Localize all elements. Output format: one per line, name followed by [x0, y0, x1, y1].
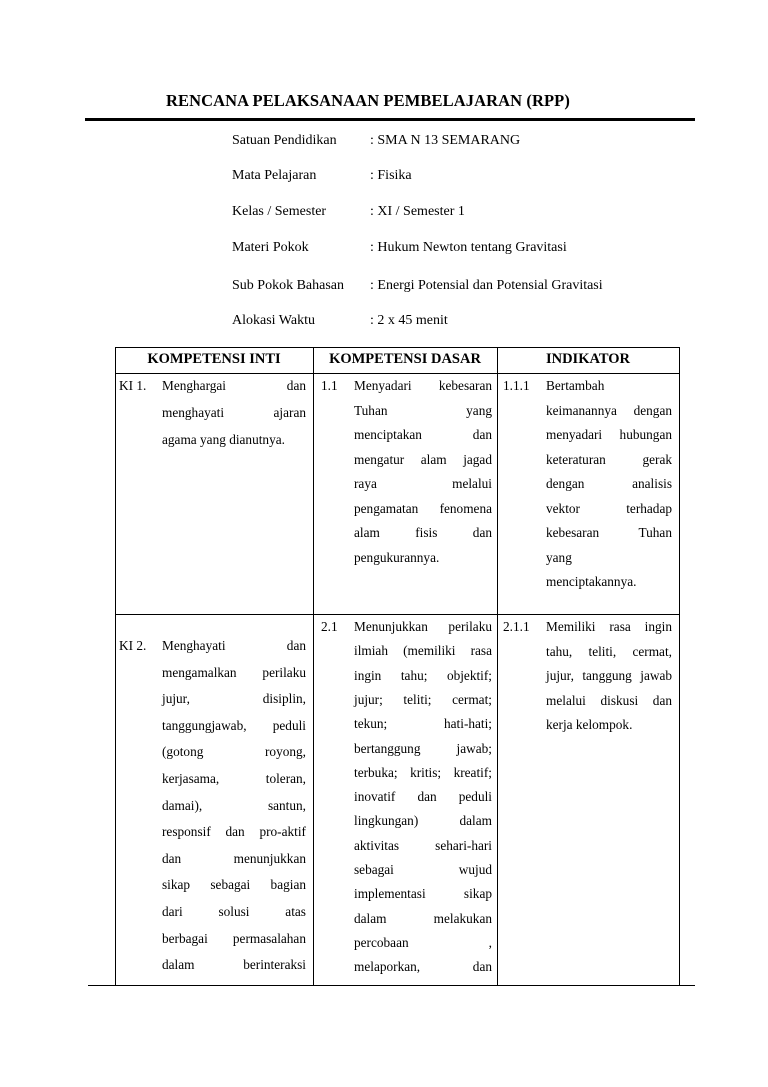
kd-line: Tuhan yang: [354, 402, 492, 418]
kd-line: ilmiah (memiliki rasa: [354, 643, 492, 659]
document-title: RENCANA PELAKSANAAN PEMBELAJARAN (RPP): [166, 91, 570, 110]
meta-label: Sub Pokok Bahasan: [232, 278, 344, 293]
table-right-border: [679, 347, 680, 985]
table-header-bottom-border: [115, 373, 680, 374]
table-col-divider-2: [497, 347, 498, 985]
header-kompetensi-dasar: KOMPETENSI DASAR: [329, 351, 481, 367]
table-left-border: [115, 347, 116, 985]
kd-line: dalam melakukan: [354, 910, 492, 926]
indikator-line: kerja kelompok.: [546, 717, 633, 732]
kd-line: menciptakan dan: [354, 427, 492, 442]
meta-value: : Energi Potensial dan Potensial Gravitasi: [370, 278, 603, 293]
kd-line: Menunjukkan perilaku: [354, 619, 492, 634]
ki-line: dari solusi atas: [162, 904, 306, 919]
ki-line: berbagai permasalahan: [162, 930, 306, 946]
table-bottom-rule: [88, 985, 695, 986]
indikator-line: kebesaran Tuhan: [546, 525, 672, 540]
ki-line: menghayati ajaran: [162, 405, 306, 420]
kd-line: terbuka; kritis; kreatif;: [354, 764, 492, 780]
ki-line: responsif dan pro-aktif: [162, 824, 306, 840]
meta-label: Mata Pelajaran: [232, 168, 317, 183]
ki-number: KI 2.: [119, 638, 147, 653]
kd-line: ingin tahu; objektif;: [354, 667, 492, 683]
table-col-divider-1: [313, 347, 314, 985]
meta-value: : 2 x 45 menit: [370, 313, 448, 328]
kd-line: pengukurannya.: [354, 549, 440, 565]
ki-line: sikap sebagai bagian: [162, 877, 306, 893]
header-kompetensi-inti: KOMPETENSI INTI: [147, 351, 281, 367]
kd-line: lingkungan) dalam: [354, 813, 492, 829]
table-top-border: [115, 347, 680, 348]
kd-line: raya melalui: [354, 476, 492, 491]
kd-line: jujur; teliti; cermat;: [354, 691, 492, 707]
kd-line: inovatif dan peduli: [354, 789, 492, 805]
meta-label: Satuan Pendidikan: [232, 133, 337, 148]
ki-line: (gotong royong,: [162, 744, 306, 760]
ki-line: jujur, disiplin,: [162, 691, 306, 707]
indikator-line: Memiliki rasa ingin: [546, 619, 672, 634]
indikator-line: yang: [546, 549, 572, 565]
kd-line: tekun; hati-hati;: [354, 716, 492, 732]
kd-line: percobaan ,: [354, 934, 492, 950]
kd-line: bertanggung jawab;: [354, 740, 492, 756]
table-row-divider: [115, 614, 680, 615]
indikator-number: 1.1.1: [503, 378, 530, 393]
kd-number: 1.1: [321, 378, 338, 393]
ki-line: dan menunjukkan: [162, 850, 306, 866]
meta-label: Kelas / Semester: [232, 204, 327, 219]
meta-value: : XI / Semester 1: [370, 204, 465, 219]
ki-number: KI 1.: [119, 378, 147, 393]
title-rule: [85, 118, 695, 121]
kd-line: mengatur alam jagad: [354, 451, 492, 467]
meta-label: Materi Pokok: [232, 240, 309, 255]
ki-line: Menghargai dan: [162, 378, 306, 393]
kd-line: melaporkan, dan: [354, 959, 492, 975]
kd-line: Menyadari kebesaran: [354, 378, 492, 393]
kd-line: aktivitas sehari-hari: [354, 837, 492, 853]
kd-line: pengamatan fenomena: [354, 500, 492, 516]
ki-line: mengamalkan perilaku: [162, 664, 306, 680]
header-indikator: INDIKATOR: [545, 351, 631, 367]
indikator-line: keteraturan gerak: [546, 451, 672, 467]
ki-line: Menghayati dan: [162, 638, 306, 653]
meta-value: : SMA N 13 SEMARANG: [370, 133, 521, 148]
indikator-line: jujur, tanggung jawab: [546, 668, 672, 683]
indikator-line: melalui diskusi dan: [546, 692, 672, 708]
ki-line: dalam berinteraksi: [162, 957, 306, 973]
indikator-line: tahu, teliti, cermat,: [546, 643, 672, 659]
meta-value: : Hukum Newton tentang Gravitasi: [370, 240, 567, 255]
ki-line: tanggungjawab, peduli: [162, 717, 306, 733]
meta-label: Alokasi Waktu: [232, 313, 315, 328]
ki-line: damai), santun,: [162, 797, 306, 813]
indikator-line: menyadari hubungan: [546, 427, 672, 442]
indikator-line: vektor terhadap: [546, 500, 672, 516]
kd-line: alam fisis dan: [354, 525, 492, 540]
meta-value: : Fisika: [370, 168, 412, 183]
kd-line: implementasi sikap: [354, 886, 492, 902]
ki-line: agama yang dianutnya.: [162, 432, 285, 447]
kd-line: sebagai wujud: [354, 862, 492, 877]
ki-line: kerjasama, toleran,: [162, 771, 306, 786]
indikator-line: keimanannya dengan: [546, 402, 672, 418]
indikator-line: Bertambah: [546, 378, 605, 393]
indikator-line: menciptakannya.: [546, 574, 637, 589]
kd-number: 2.1: [321, 619, 338, 634]
indikator-number: 2.1.1: [503, 619, 530, 634]
indikator-line: dengan analisis: [546, 476, 672, 491]
